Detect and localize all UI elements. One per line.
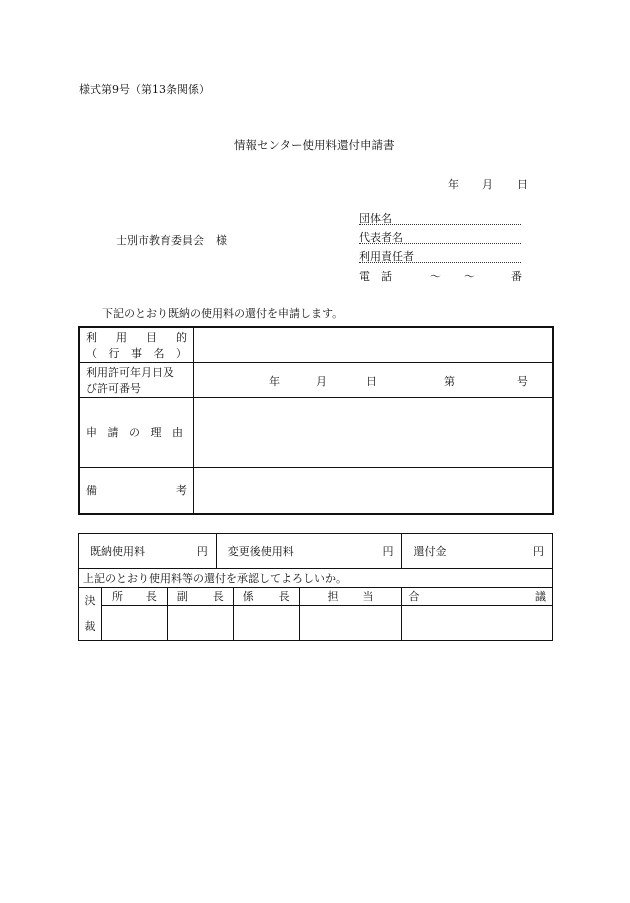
phone-field[interactable] [359,268,523,282]
purpose-label-line1: 利 用 目 的 [86,330,187,344]
deputy-stamp[interactable] [167,605,233,640]
permit-month: 月 [316,374,327,388]
purpose-row [79,327,553,362]
permit-label-line2: び許可番号 [86,381,141,395]
permit-number-suffix: 号 [517,374,528,388]
remarks-row [79,467,553,514]
changed-fee-cell[interactable] [216,534,402,569]
decision-char-1: 決 [84,594,96,607]
date-day: 日 [517,178,528,191]
refund-label: 還付金 [413,545,447,558]
paid-fee-label: 既納使用料 [90,545,145,558]
date-month: 月 [482,178,493,191]
permit-label-line1: 利用許可年月日及 [86,365,174,379]
date-year: 年 [448,178,459,191]
purpose-input-cell[interactable] [194,327,554,362]
refund-cell[interactable] [402,534,553,569]
reason-label-cell [79,397,194,467]
director-header: 所 長 [101,588,167,606]
consult-stamp[interactable] [402,605,553,640]
staff-stamp[interactable] [299,605,402,640]
group-name-field[interactable] [359,210,521,225]
chief-stamp[interactable] [233,605,299,640]
chief-header: 係 長 [233,588,299,606]
form-number: 様式第9号（第13条関係） [79,83,210,96]
decision-char-2: 裁 [84,620,96,633]
paid-fee-yen: 円 [196,545,208,558]
addressee [116,232,227,248]
decision-stamp-row [79,605,553,640]
purpose-label-cell [79,327,194,362]
deputy-header: 副 長 [167,588,233,606]
refund-yen: 円 [533,545,544,558]
director-stamp[interactable] [101,605,167,640]
remarks-label-cell [79,467,194,514]
representative-field[interactable] [359,229,521,244]
staff-header: 担 当 [299,588,402,606]
permit-label-cell [79,362,194,397]
reason-input-cell[interactable] [194,397,554,467]
approval-text: 上記のとおり使用料等の還付を承認してよろしいか。 [79,569,553,588]
document-title: 情報センター使用料還付申請書 [234,138,395,152]
permit-row [79,362,553,397]
consult-header: 合 議 [402,588,553,606]
group-name-label: 団体名 [359,212,392,225]
responsible-person-label: 利用責任者 [359,250,414,263]
intro-text: 下記のとおり既納の使用料の還付を申請します。 [102,307,344,320]
phone-end: 番 [511,270,522,283]
addressee-honorific: 様 [216,234,227,247]
addressee-name: 士別市教育委員会 [116,234,204,247]
fee-row [79,534,553,569]
fee-approval-table [78,533,553,641]
decision-header-row [79,588,553,606]
paid-fee-cell[interactable] [79,534,217,569]
phone-sep-1: 〜 [430,270,441,283]
phone-label-1: 電 [359,270,370,283]
remarks-label: 備 考 [86,484,187,498]
permit-number-prefix: 第 [444,374,455,388]
reason-row [79,397,553,467]
permit-day: 日 [366,374,377,388]
changed-fee-yen: 円 [382,545,394,558]
decision-label-cell [79,588,102,641]
phone-sep-2: 〜 [464,270,475,283]
responsible-person-field[interactable] [359,248,521,263]
changed-fee-label: 変更後使用料 [227,545,294,558]
application-table [78,326,554,515]
approval-row [79,569,553,588]
phone-label-2: 話 [381,270,392,283]
remarks-input-cell[interactable] [194,467,554,514]
representative-label: 代表者名 [359,231,403,244]
reason-label: 申 請 の 理 由 [86,426,183,439]
permit-input-cell[interactable] [194,362,554,397]
purpose-label-line2: （ 行 事 名 ） [86,346,187,360]
permit-year: 年 [269,374,280,388]
